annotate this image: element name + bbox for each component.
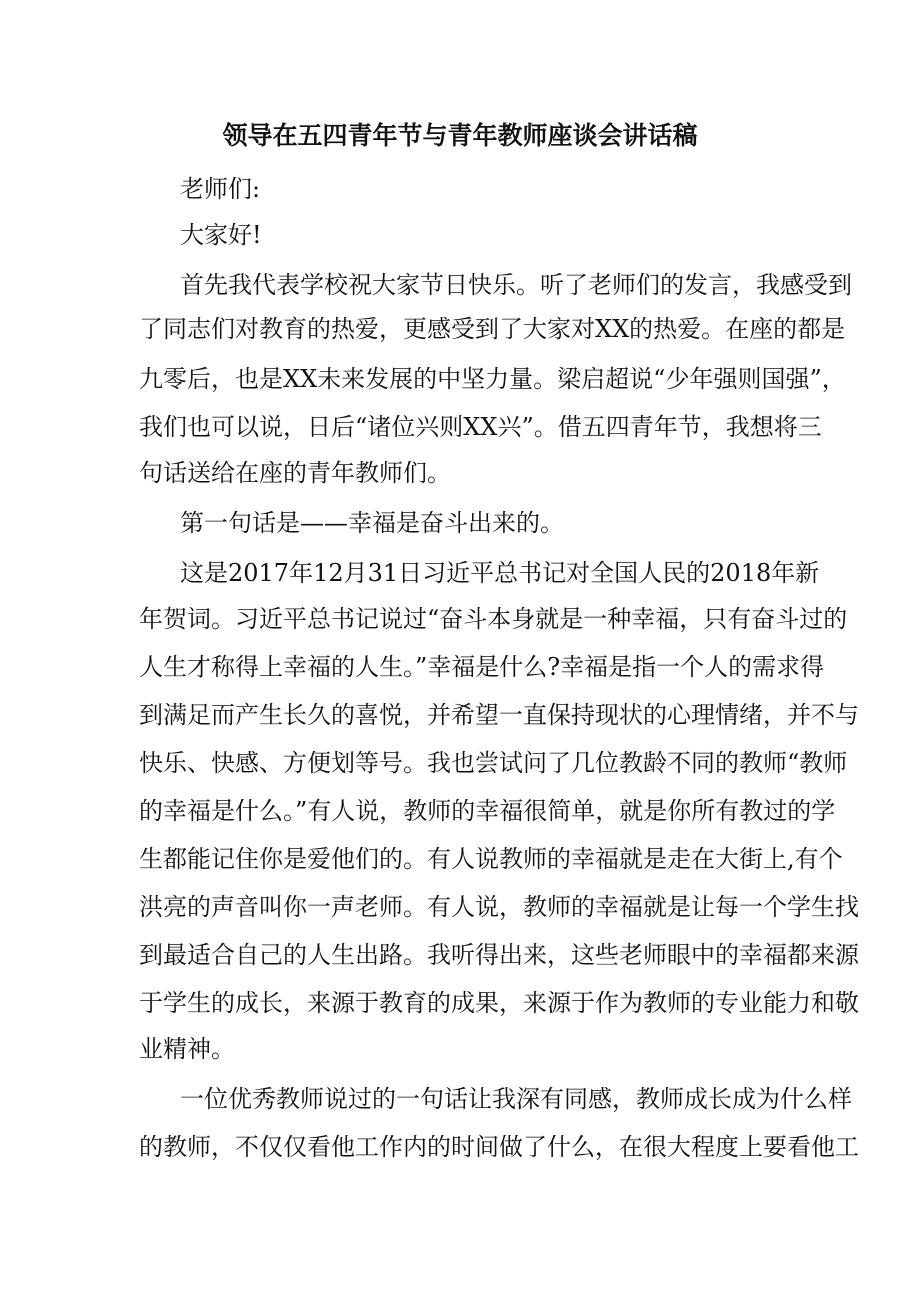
paragraph-line: 这是2017年12月31日习近平总书记对全国人民的2018年新	[180, 559, 820, 587]
paragraph-line: 我们也可以说，日后“诸位兴则XX兴”。借五四青年节，我想将三	[139, 413, 822, 441]
paragraph-line: 到最适合自己的人生出路。我听得出来，这些老师眼中的幸福都来源	[139, 941, 859, 969]
paragraph-line: 到满足而产生长久的喜悦，并希望一直保持现状的心理情绪，并不与	[139, 701, 859, 729]
paragraph-line: 洪亮的声音叫你一声老师。有人说，教师的幸福就是让每一个学生找	[139, 893, 859, 921]
paragraph-line: 年贺词。习近平总书记说过“奋斗本身就是一种幸福，只有奋斗过的	[139, 605, 848, 633]
paragraph-line: 一位优秀教师说过的一句话让我深有同感，教师成长成为什么样	[180, 1085, 852, 1113]
document-title: 领导在五四青年节与青年教师座谈会讲话稿	[222, 121, 698, 150]
paragraph-line: 的幸福是什么。”有人说，教师的幸福很简单，就是你所有教过的学	[139, 797, 836, 825]
paragraph-line: 快乐、快感、方便划等号。我也尝试问了几位教龄不同的教师“教师	[139, 749, 848, 777]
paragraph-line: 生都能记住你是爱他们的。有人说教师的幸福就是走在大街上,有个	[139, 845, 843, 873]
paragraph-line: 于学生的成长，来源于教育的成果，来源于作为教师的专业能力和敬	[139, 989, 859, 1017]
greeting-line: 大家好!	[180, 221, 262, 249]
paragraph-line: 首先我代表学校祝大家节日快乐。听了老师们的发言，我感受到	[180, 271, 852, 299]
paragraph-line: 业精神。	[139, 1035, 235, 1063]
paragraph-line: 的教师，不仅仅看他工作内的时间做了什么，在很大程度上要看他工	[139, 1133, 859, 1161]
section-heading-line: 第一句话是——幸福是奋斗出来的。	[180, 509, 564, 537]
paragraph-line: 九零后，也是XX未来发展的中坚力量。梁启超说“少年强则国强”，	[139, 365, 846, 393]
paragraph-line: 了同志们对教育的热爱，更感受到了大家对XX的热爱。在座的都是	[139, 315, 846, 343]
salutation-line: 老师们:	[180, 175, 261, 203]
paragraph-line: 句话送给在座的青年教师们。	[139, 459, 451, 487]
paragraph-line: 人生才称得上幸福的人生。”幸福是什么?幸福是指一个人的需求得	[139, 653, 825, 681]
